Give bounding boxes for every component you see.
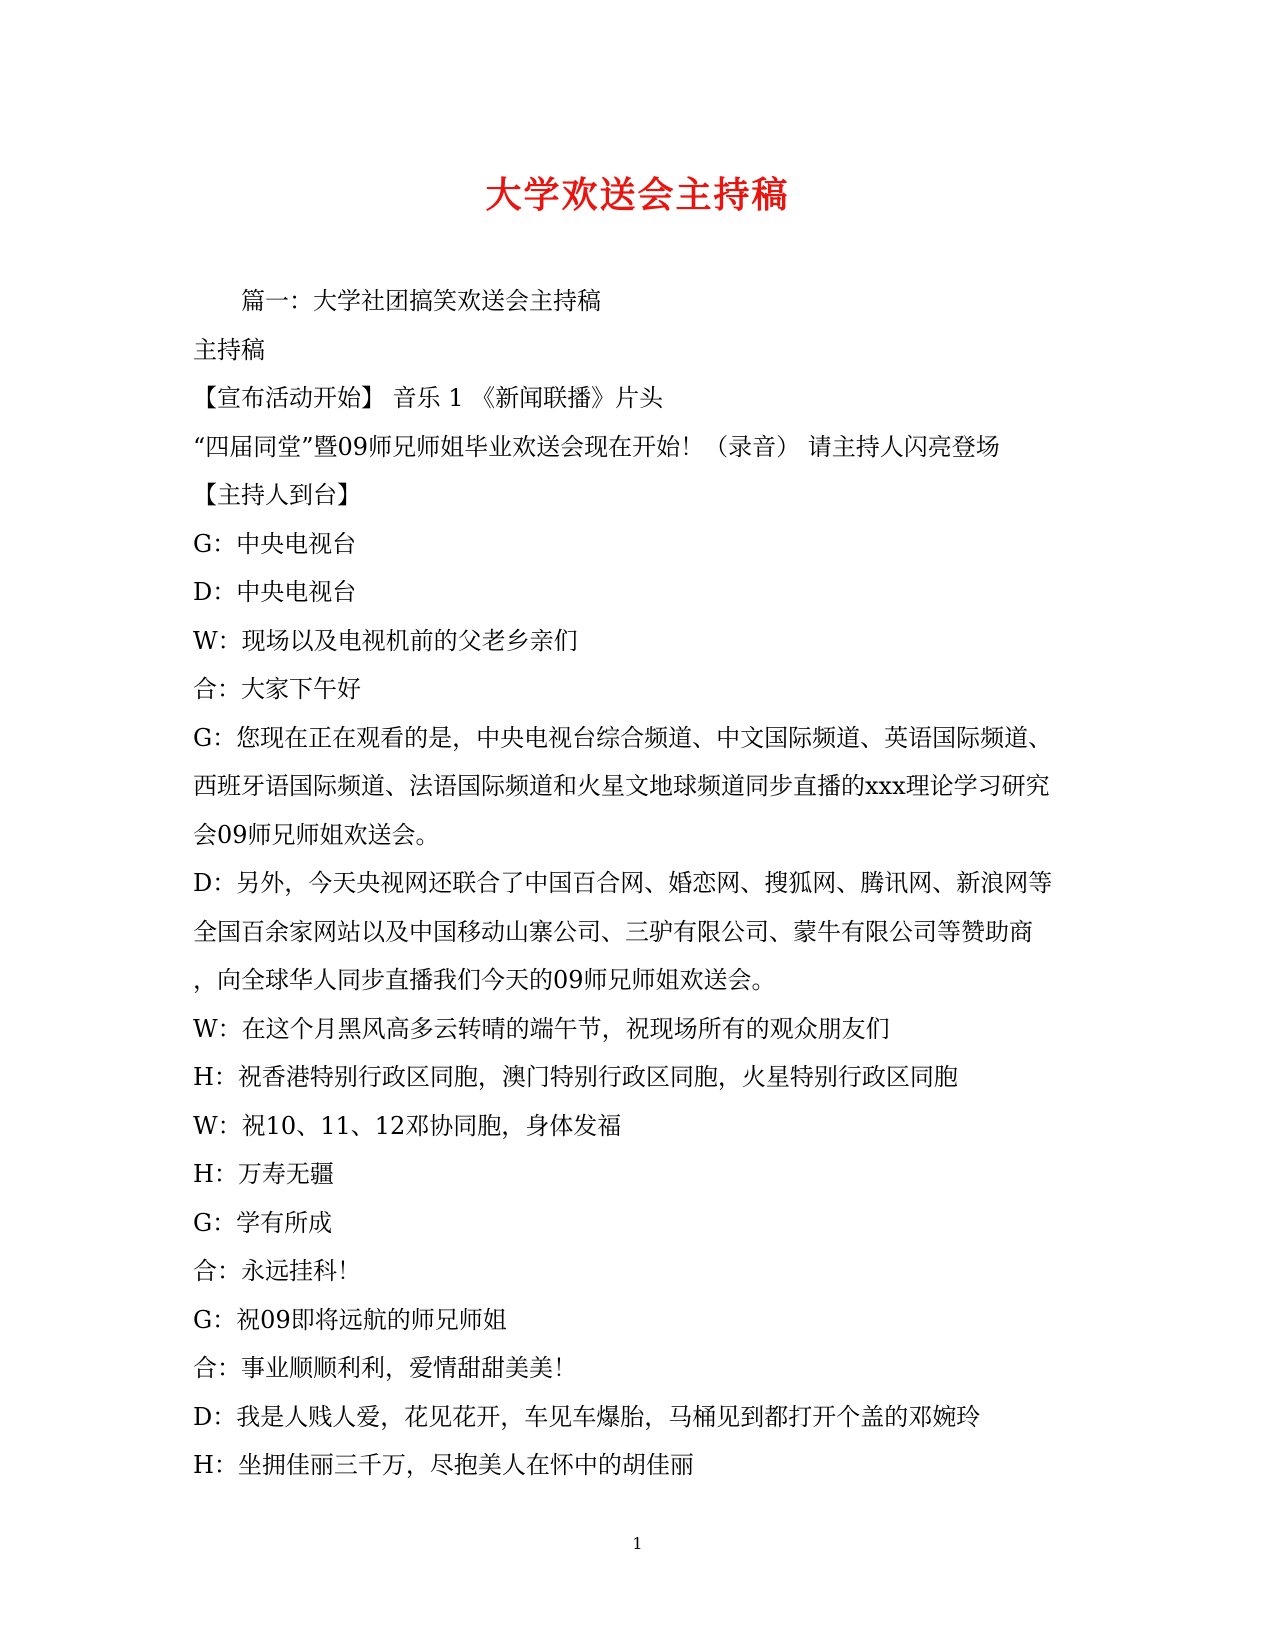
paragraph-line: 篇一：大学社团搞笑欢送会主持稿: [241, 287, 601, 315]
paragraph-line: W：祝10、11、12邓协同胞，身体发福: [193, 1111, 622, 1140]
paragraph-line: D：另外，今天央视网还联合了中国百合网、婚恋网、搜狐网、腾讯网、新浪网等: [193, 869, 1053, 897]
paragraph-line: 合：大家下午好: [193, 675, 361, 703]
paragraph-line: W：在这个月黑风高多云转晴的端午节，祝现场所有的观众朋友们: [193, 1014, 890, 1043]
paragraph-line: 合：永远挂科！: [193, 1257, 361, 1285]
document-title: 大学欢送会主持稿: [485, 174, 790, 216]
paragraph-line: D：中央电视台: [193, 578, 357, 606]
paragraph-line: G：中央电视台: [193, 529, 357, 558]
paragraph-line: 西班牙语国际频道、法语国际频道和火星文地球频道同步直播的xxx理论学习研究: [193, 772, 1050, 800]
paragraph-line: H：坐拥佳丽三千万，尽抱美人在怀中的胡佳丽: [193, 1451, 694, 1479]
paragraph-line: H：祝香港特别行政区同胞，澳门特别行政区同胞，火星特别行政区同胞: [193, 1063, 958, 1091]
paragraph-line: 【主持人到台】: [193, 481, 361, 509]
paragraph-line: W：现场以及电视机前的父老乡亲们: [193, 626, 578, 655]
paragraph-line: G：祝09即将远航的师兄师姐: [193, 1305, 507, 1334]
page-number: 1: [632, 1534, 643, 1553]
paragraph-line: “四届同堂”暨09师兄师姐毕业欢送会现在开始！（录音） 请主持人闪亮登场: [193, 432, 1000, 461]
paragraph-line: G：学有所成: [193, 1208, 333, 1237]
paragraph-line: G：您现在正在观看的是，中央电视台综合频道、中文国际频道、英语国际频道、: [193, 723, 1053, 752]
paragraph-line: 会09师兄师姐欢送会。: [193, 820, 440, 849]
paragraph-line: D：我是人贱人爱，花见花开，车见车爆胎，马桶见到都打开个盖的邓婉玲: [193, 1402, 981, 1431]
paragraph-line: 【宣布活动开始】 音乐 1 《新闻联播》片头: [193, 384, 664, 412]
paragraph-line: ，向全球华人同步直播我们今天的09师兄师姐欢送会。: [193, 966, 776, 994]
paragraph-line: 主持稿: [193, 335, 265, 364]
paragraph-line: 合：事业顺顺利利，爱情甜甜美美！: [193, 1354, 577, 1382]
paragraph-line: 全国百余家网站以及中国移动山寨公司、三驴有限公司、蒙牛有限公司等赞助商: [193, 917, 1033, 946]
document-body: [193, 277, 1083, 1490]
paragraph-line: H：万寿无疆: [193, 1160, 334, 1188]
